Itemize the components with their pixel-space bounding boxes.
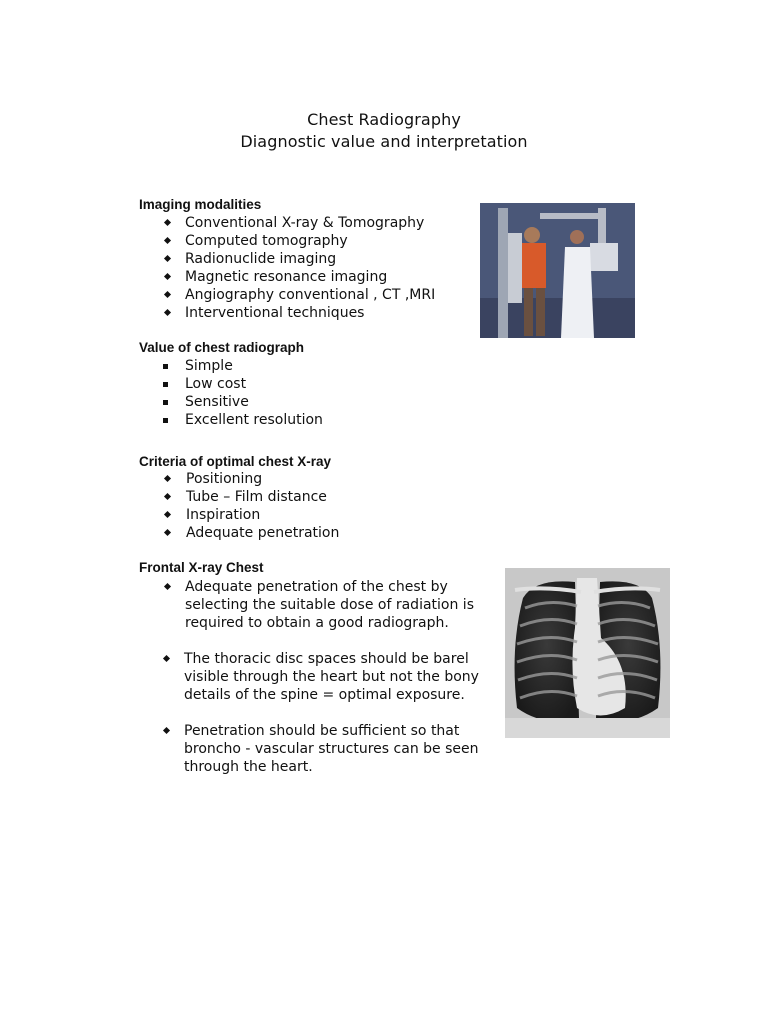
list-item: Angiography conventional , CT ,MRI	[185, 286, 435, 304]
diamond-bullet-icon	[164, 511, 171, 518]
diamond-bullet-icon	[163, 727, 170, 734]
list-item: Low cost	[185, 375, 323, 393]
square-bullet-icon	[163, 400, 168, 405]
section-heading-value-of-chest-radiograph: Value of chest radiograph	[139, 340, 305, 355]
diamond-bullet-icon	[164, 219, 171, 226]
chest-xray-image	[505, 568, 670, 738]
list-item: Excellent resolution	[185, 411, 323, 429]
diamond-bullet-icon	[164, 255, 171, 262]
list-item: Computed tomography	[185, 232, 435, 250]
list-item: Inspiration	[186, 506, 339, 524]
list-item: Positioning	[186, 470, 339, 488]
diamond-bullet-icon	[164, 493, 171, 500]
paragraph-disc-spaces: The thoracic disc spaces should be barel visible through the heart but not the bony details of the spine = optimal exposure.	[184, 650, 479, 704]
diamond-bullet-icon	[164, 475, 171, 482]
paragraph-penetration-dose: Adequate penetration of the chest by selecting the suitable dose of radiation is required to obtain a good radiograph.	[185, 578, 474, 632]
criteria-list	[186, 470, 339, 542]
list-item: Tube – Film distance	[186, 488, 339, 506]
section-heading-criteria: Criteria of optimal chest X-ray	[139, 454, 332, 469]
paragraph-broncho-vascular: Penetration should be sufficient so that broncho - vascular structures can be seen through the heart.	[184, 722, 479, 776]
xray-room-photo	[480, 203, 635, 338]
list-item: Simple	[185, 357, 323, 375]
diamond-bullet-icon	[164, 237, 171, 244]
diamond-bullet-icon	[164, 529, 171, 536]
page-title: Chest Radiography	[307, 110, 461, 129]
list-item: Conventional X-ray & Tomography	[185, 214, 435, 232]
list-item: Magnetic resonance imaging	[185, 268, 435, 286]
list-item: Radionuclide imaging	[185, 250, 435, 268]
diamond-bullet-icon	[164, 291, 171, 298]
list-item: Sensitive	[185, 393, 323, 411]
value-list	[185, 357, 323, 429]
diamond-bullet-icon	[164, 583, 171, 590]
square-bullet-icon	[163, 364, 168, 369]
section-heading-frontal-xray-chest: Frontal X-ray Chest	[139, 560, 264, 575]
section-heading-imaging-modalities: Imaging modalities	[139, 197, 262, 212]
square-bullet-icon	[163, 418, 168, 423]
imaging-modalities-list	[185, 214, 435, 322]
diamond-bullet-icon	[163, 655, 170, 662]
diamond-bullet-icon	[164, 273, 171, 280]
list-item: Adequate penetration	[186, 524, 339, 542]
page-subtitle: Diagnostic value and interpretation	[240, 132, 528, 151]
diamond-bullet-icon	[164, 309, 171, 316]
square-bullet-icon	[163, 382, 168, 387]
list-item: Interventional techniques	[185, 304, 435, 322]
